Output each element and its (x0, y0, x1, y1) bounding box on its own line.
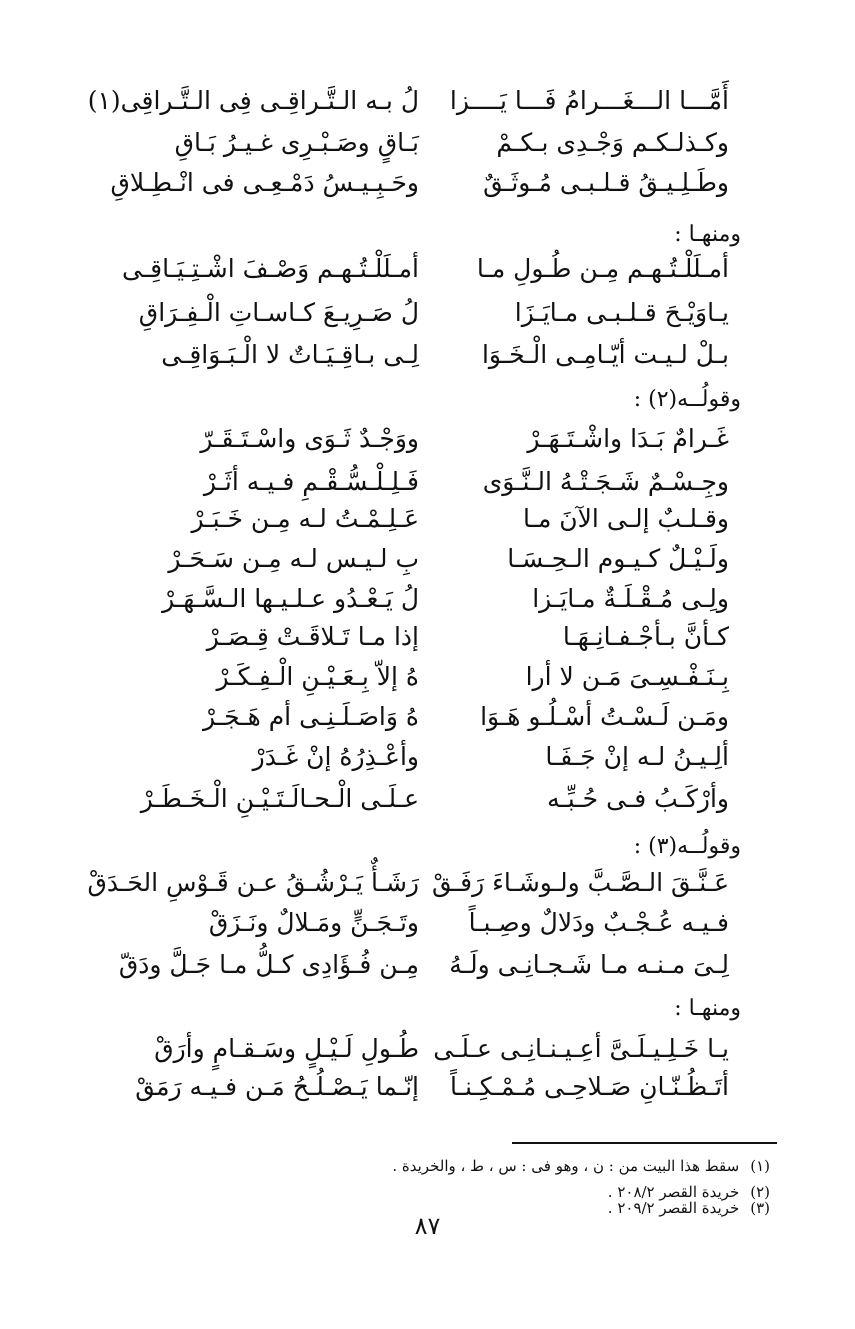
verse-second-hemistich: مِـن فُـؤَادِى كـلُّ مـا جَـلَّ ودَقّ (118, 949, 419, 979)
verse-line (129, 616, 729, 656)
verse-second-hemistich: هُ إلاّ بِـعَـيْـنِ الْـفِـكَـرْ (216, 661, 419, 691)
footnote (392, 1155, 770, 1177)
verse-first-hemistich: أتَـظُـنّـانِ صَـلاحِـى مُـمْـكِـنـاً (450, 1071, 729, 1101)
verse-second-hemistich: إذا مـا تَـلاقَـتْ قِـصَـرْ (206, 621, 419, 651)
verse-first-hemistich: بِـنَـفْـسِـىَ مَـن لا أرا (525, 661, 729, 691)
verse-line (129, 538, 729, 578)
footnote-number: (٢) (750, 1183, 770, 1201)
verse-first-hemistich: وجِـسْـمٌ شَـجَـتْـهُ الـنَّـوَى (482, 466, 729, 496)
verse-line (129, 1066, 729, 1106)
verse-line (129, 418, 729, 458)
verse-line (129, 578, 729, 618)
verse-line (129, 334, 729, 374)
verse-first-hemistich: وأرْكَـبُ فـى حُـبِّـه (547, 783, 729, 813)
verse-first-hemistich: بـلْ لـيـت أيّـامِـى الْـخَـوَا (481, 339, 729, 369)
verse-first-hemistich: كـأنَّ بـأجْـفـانِـهَـا (562, 621, 729, 651)
page-number: ٨٧ (414, 1212, 441, 1240)
footnote-number: (١) (750, 1157, 770, 1175)
verse-second-hemistich: رَشَـأٌ يَـرْشُـقُ عـن قَـوْسِ الحَـدَقْ (87, 867, 419, 897)
verse-second-hemistich: لُ يَـعْـدُو عـلـيـها الـسَّـهَـرْ (162, 583, 419, 613)
verse-second-hemistich: وتَـجَـنٍّ ومَـلالٌ ونَـزَقْ (208, 907, 419, 937)
verse-second-hemistich: طُـولِ لَـيْـلٍ وسَـقـامٍ وأرَقْ (154, 1033, 419, 1063)
verse-second-hemistich: لِـى بـاقِـيَـاتٌ لا الْـبَـوَاقِـى (161, 339, 419, 369)
verse-second-hemistich: بِ لـيـس لـه مِـن سَـحَـرْ (168, 543, 419, 573)
verse-line (110, 162, 729, 202)
section-intro: وقولُــه(٣) : (633, 834, 741, 859)
section-intro: ومنهـا : (674, 996, 741, 1021)
verse-first-hemistich: عَـنَّـقَ الـصَّـبَّ ولـوشَـاءَ رَفَـقْ (431, 867, 729, 897)
footnote-text: خريدة القصر ٢٠٨/٢ . (607, 1183, 740, 1201)
verse-line (129, 1028, 729, 1068)
verse-line (129, 656, 729, 696)
verse-second-hemistich: فَـلِـلْـسُّـقْـمِ فـيـه أثَـرْ (203, 466, 419, 496)
footnote-separator (512, 1142, 777, 1144)
verse-first-hemistich: ألِـيـنُ لـه إنْ جَـفَـا (545, 741, 729, 771)
verse-second-hemistich: هُ وَاصَـلَـنِـى أم هَـجَـرْ (202, 701, 419, 731)
verse-second-hemistich: ووَجْـدٌ ثَـوَى واسْـتَـقَـرّ (200, 423, 419, 453)
verse-first-hemistich: وقـلـبٌ إلـى الآنَ مـا (523, 503, 729, 533)
verse-first-hemistich: غَـرامٌ بَـدَا واشْـتَـهَـرْ (527, 423, 729, 453)
verse-second-hemistich: عَـلِـمْـتُ لـه مِـن خَـبَـرْ (191, 503, 419, 533)
section-intro: وقولُــه(٢) : (633, 387, 741, 412)
verse-line (129, 292, 729, 332)
verse-line (129, 778, 729, 818)
verse-line (122, 248, 729, 288)
footnote-text: سقط هذا البيت من : ن ، وهو فى : س ، ط ، والخريدة . (392, 1157, 740, 1175)
verse-second-hemistich: أمـلَلْـتُـهـم وَصْـفَ اشْـتِـيَـاقِـى (122, 253, 419, 283)
verse-first-hemistich: لِـىَ مـنـه مـا شَـجـانِـى ولَـهُ (449, 949, 729, 979)
verse-line (129, 461, 729, 501)
verse-line (87, 80, 729, 120)
verse-first-hemistich: وطَـلِـيـقُ قـلـبـى مُـوثَـقٌ (483, 167, 729, 197)
verse-second-hemistich: إنّـما يَـصْـلُـحُ مَـن فـيـه رَمَقْ (135, 1071, 419, 1101)
verse-first-hemistich: أمـلَلْـتُـهـم مِـن طُـولِ مـا (476, 253, 729, 283)
verse-second-hemistich: عـلَـى الْـحـالَـتَـيْـنِ الْـخَـطَـرْ (140, 783, 419, 813)
verse-second-hemistich: وأعْـذِرُهُ إنْ غَـدَرْ (252, 741, 419, 771)
verse-first-hemistich: يـا خَـلِـيـلَـىَّ أعِـيـنـانِـى عـلَـى (433, 1033, 729, 1063)
verse-first-hemistich: ولِـى مُـقْـلَـةٌ مـايَـزا (532, 583, 729, 613)
verse-second-hemistich: بَـاقٍ وصَـبْـرِى غـيـرُ بَـاقِ (174, 127, 419, 157)
verse-first-hemistich: وكـذلـكـم وَجْـدِى بـكـمْ (496, 127, 729, 157)
verse-line (87, 862, 729, 902)
verse-first-hemistich: أَمَّـــا الـــغَـــرامُ فَـــا يَــــزا (449, 85, 729, 115)
verse-first-hemistich: ولَـيْـلٌ كـيـوم الـحِـسَـا (507, 543, 729, 573)
verse-line (129, 696, 729, 736)
verse-second-hemistich: وحَـبِـيـسُ دَمْـعِـى فى انْـطِـلاقِ (110, 167, 419, 197)
verse-line (129, 902, 729, 942)
verse-second-hemistich: لُ بـه الـتَّـراقِـى فِى الـتَّـراقِى(١) (87, 85, 419, 115)
verse-first-hemistich: يـاوَيْـحَ قـلـبـى مـايَـزَا (514, 297, 729, 327)
verse-line (129, 122, 729, 162)
verse-second-hemistich: لُ صَـرِيـعَ كـاسـاتِ الْـفِـرَاقِ (138, 297, 419, 327)
verse-first-hemistich: ومَـن لَـسْـتُ أسْـلُـو هَـوَا (480, 701, 729, 731)
section-intro: ومنهـا : (674, 222, 741, 247)
verse-line (129, 736, 729, 776)
verse-line (129, 498, 729, 538)
verse-line (118, 944, 729, 984)
verse-first-hemistich: فـيـه عُـجْـبٌ ودَلالٌ وصِـبـاً (468, 907, 729, 937)
footnote-number: (٣) (750, 1199, 770, 1217)
footnote-text: خريدة القصر ٢٠٩/٢ . (607, 1199, 740, 1217)
